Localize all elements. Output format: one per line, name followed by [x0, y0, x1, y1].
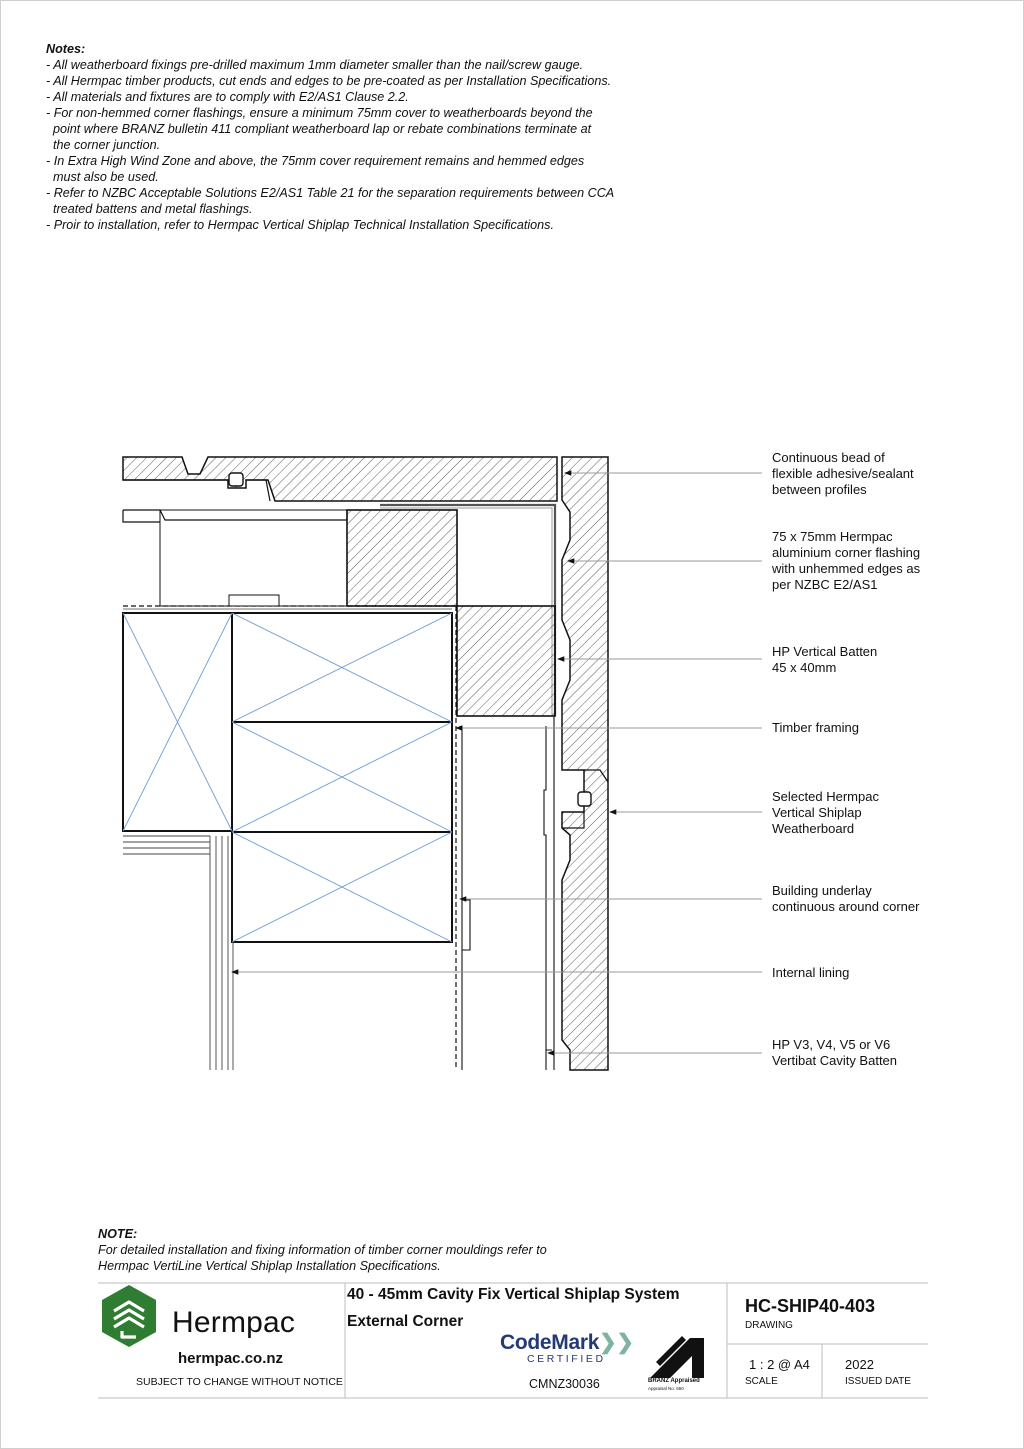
top-cavity-batten: [123, 510, 347, 522]
issued-date-label: ISSUED DATE: [845, 1376, 911, 1387]
cavity-batten-top-outline: [160, 510, 347, 606]
note-line: the corner junction.: [46, 138, 161, 152]
callout-timber-framing: Timber framing: [772, 720, 859, 735]
sealant-bead: [229, 473, 243, 486]
certificate-number: CMNZ30036: [529, 1377, 600, 1391]
callout-sealant: Continuous bead of flexible adhesive/sealant between profiles: [772, 450, 914, 497]
drawing-number: HC-SHIP40-403: [745, 1296, 876, 1316]
hermpac-logo-icon: [98, 1285, 160, 1347]
bottom-note: [98, 1226, 718, 1274]
drawing-label: DRAWING: [745, 1320, 793, 1331]
scale-value: 1 : 2 @ A4: [749, 1357, 810, 1372]
note-line: - Refer to NZBC Acceptable Solutions E2/AS1 Table 21 for the separation requirements between CCA: [46, 186, 615, 200]
branz-appraisal: Appraisal No. 650: [648, 1386, 684, 1391]
scale-label: SCALE: [745, 1376, 778, 1387]
callout-vertical-batten: HP Vertical Batten 45 x 40mm: [772, 644, 878, 675]
internal-lining: [123, 836, 233, 1070]
note-line: treated battens and metal flashings.: [46, 202, 253, 216]
codemark-logo: [500, 1330, 634, 1355]
note-line: point where BRANZ bulletin 411 compliant weatherboard lap or rebate combinations terminate at: [46, 122, 592, 136]
sealant-bead-vertical: [578, 792, 591, 806]
drawing-title: 40 - 45mm Cavity Fix Vertical Shiplap System: [347, 1286, 680, 1303]
note-line: must also be used.: [46, 170, 159, 184]
note-line: - All materials and fixtures are to comply with E2/AS1 Clause 2.2.: [46, 90, 409, 104]
change-notice: SUBJECT TO CHANGE WITHOUT NOTICE: [136, 1376, 343, 1388]
bottom-note-heading: NOTE:: [98, 1227, 138, 1241]
callout-cavity-batten: HP V3, V4, V5 or V6 Vertibat Cavity Batten: [772, 1037, 898, 1068]
issued-date-value: 2022: [845, 1357, 874, 1372]
codemark-text: CodeMark: [500, 1331, 600, 1354]
top-weatherboard-tongue: [123, 480, 270, 501]
vertibat-cavity-batten: [462, 726, 552, 1070]
callout-weatherboard: Selected Hermpac Vertical Shiplap Weatherboard: [772, 789, 879, 836]
note-line: - All weatherboard fixings pre-drilled maximum 1mm diameter smaller than the nail/screw gauge.: [46, 58, 584, 72]
branz-logo-icon: [646, 1334, 708, 1380]
top-weatherboard: [123, 457, 557, 501]
vertical-batten-corner: [347, 510, 457, 606]
note-line: - Proir to installation, refer to Hermpac Vertical Shiplap Technical Installation Specifications.: [46, 218, 554, 232]
drawing-subtitle: External Corner: [347, 1313, 464, 1330]
note-line: - All Hermpac timber products, cut ends and edges to be pre-coated as per Installation Specifications.: [46, 74, 612, 88]
callout-internal-lining: Internal lining: [772, 965, 850, 980]
note-line: - For non-hemmed corner flashings, ensure a minimum 75mm cover to weatherboards beyond the: [46, 106, 593, 120]
vertical-weatherboard: [562, 457, 608, 1070]
timber-framing: [123, 613, 452, 942]
branz-label: BRANZ Appraised: [648, 1378, 700, 1384]
bottom-note-line: Hermpac VertiLine Vertical Shiplap Installation Specifications.: [98, 1259, 441, 1273]
website-link[interactable]: hermpac.co.nz: [178, 1350, 284, 1367]
brand-name: Hermpac: [172, 1306, 296, 1339]
bottom-note-line: For detailed installation and fixing information of timber corner mouldings refer to: [98, 1243, 547, 1257]
chevron-right-icon: ❯❯: [599, 1331, 634, 1354]
codemark-certified: CERTIFIED: [527, 1353, 606, 1365]
callout-building-underlay: Building underlay continuous around corner: [772, 883, 920, 914]
note-line: - In Extra High Wind Zone and above, the 75mm cover requirement remains and hemmed edges: [46, 154, 585, 168]
vertical-batten-side: [457, 606, 555, 716]
notes-heading: Notes:: [46, 42, 86, 56]
callout-corner-flashing: 75 x 75mm Hermpac aluminium corner flashing with unhemmed edges as per NZBC E2/AS1: [772, 529, 921, 592]
fixing-tab: [229, 595, 279, 606]
